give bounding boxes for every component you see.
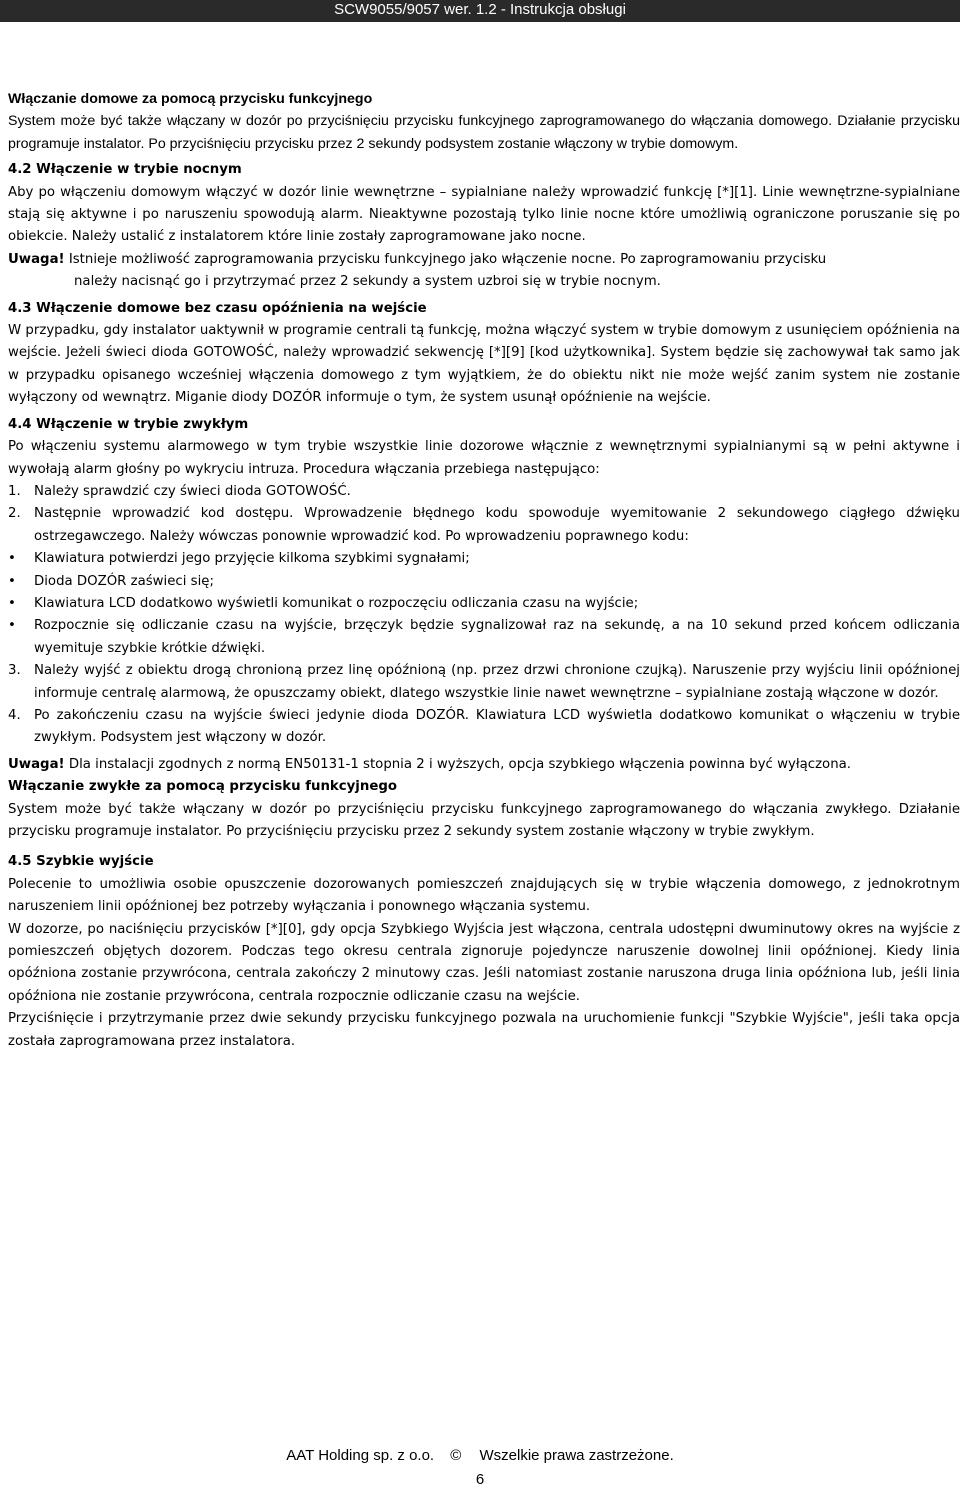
list-item bbox=[8, 481, 960, 503]
heading-away-mode: 4.4 Włączenie w trybie zwykłym bbox=[8, 416, 249, 432]
list-item-text: Należy sprawdzić czy świeci dioda GOTOWOŚĆ. bbox=[34, 483, 351, 499]
list-item bbox=[8, 503, 960, 548]
list-item-text: Następnie wprowadzić kod dostępu. Wprowadzenie błędnego kodu spowoduje wyemitowanie 2 sekundowego ciągłego dźwięku ostrzegawczego. Należy wówczas ponownie wprowadzić kod. Po wprowadzeniu poprawnego kodu: bbox=[34, 506, 960, 544]
paragraph-quick-exit-3: Przyciśnięcie i przytrzymanie przez dwie sekundy przycisku funkcyjnego pozwala na uruchomienie funkcji "Szybkie Wyjście", jeśli taka opcja została zaprogramowana przez instalatora. bbox=[8, 1011, 960, 1049]
list-marker: 4. bbox=[8, 707, 21, 723]
paragraph-home-no-delay: W przypadku, gdy instalator uaktywnił w programie centrali tą funkcję, można włączyć system w trybie domowym z usunięciem opóźnienia na wejście. Jeżeli świeci dioda GOTOWOŚĆ, należy wprowadzić sekwencję [*][9] [kod użytkownika]. System będzie się zachowywał tak samo jak w przypadku opisanego wcześniej włączenia domowego z tym wyjątkiem, że do obiektu nikt nie może wejść zanim system nie zostanie wyłączony od wewnątrz. Miganie diody DOZÓR informuje o tym, że system usunął opóźnienie na wejście. bbox=[8, 323, 960, 406]
warning-away-mode bbox=[8, 754, 960, 776]
header-title: SCW9055/9057 wer. 1.2 - Instrukcja obsługi bbox=[334, 1, 626, 18]
warning-label: Uwaga! bbox=[8, 251, 65, 267]
list-item bbox=[8, 660, 960, 705]
bullet-item bbox=[8, 548, 960, 570]
bullet-item bbox=[8, 615, 960, 660]
bullet-item bbox=[8, 571, 960, 593]
page-number: 6 bbox=[475, 1471, 485, 1488]
list-marker: 2. bbox=[8, 506, 21, 522]
away-steps-list bbox=[8, 481, 960, 750]
list-item bbox=[8, 705, 960, 750]
document-body bbox=[8, 88, 960, 1053]
bullet-item bbox=[8, 593, 960, 615]
heading-home-no-delay: 4.3 Włączenie domowe bez czasu opóźnienia na wejście bbox=[8, 300, 427, 316]
bullet-marker: • bbox=[8, 618, 16, 634]
footer-rights: Wszelkie prawa zastrzeżone. bbox=[479, 1447, 674, 1464]
page-footer bbox=[0, 1446, 960, 1490]
footer-company: AAT Holding sp. z o.o. bbox=[286, 1447, 435, 1464]
copyright-symbol: © bbox=[450, 1447, 462, 1464]
paragraph-away-arming-function-key: System może być także włączany w dozór po przyciśnięciu przycisku funkcyjnego zaprogramowanego do włączania zwykłego. Działanie przycisku programuje instalator. Po przyciśnięciu przycisku przez 2 sekundy system zostanie włączony w trybie zwykłym. bbox=[8, 801, 960, 839]
paragraph-home-arming-function-key: System może być także włączany w dozór po przyciśnięciu przycisku funkcyjnego zaprogramowanego do włączania domowego. Działanie przycisku programuje instalator. Po przyciśnięciu przycisku przez 2 sekundy podsystem zostanie włączony w trybie domowym. bbox=[8, 113, 960, 152]
list-marker: 1. bbox=[8, 483, 21, 499]
heading-home-arming-function-key: Włączanie domowe za pomocą przycisku funkcyjnego bbox=[8, 91, 373, 107]
warning-continuation: należy nacisnąć go i przytrzymać przez 2 sekundy a system uzbroi się w trybie nocnym. bbox=[74, 274, 661, 290]
bullet-marker: • bbox=[8, 551, 16, 567]
list-item-text: Po zakończeniu czasu na wyjście świeci jedynie dioda DOZÓR. Klawiatura LCD wyświetla dodatkowo komunikat o włączeniu w trybie zwykłym. Podsystem jest włączony w dozór. bbox=[34, 707, 960, 746]
warning-text: Dla instalacji zgodnych z normą EN50131-1 stopnia 2 i wyższych, opcja szybkiego włączenia powinna być wyłączona. bbox=[64, 756, 851, 772]
paragraph-away-mode: Po włączeniu systemu alarmowego w tym trybie wszystkie linie dozorowe włącznie z wewnętrznymi sypialnianymi są w pełni aktywne i wywołają alarm głośny po wykryciu intruza. Procedura włączania przebiega następująco: bbox=[8, 439, 960, 477]
paragraph-night-mode: Aby po włączeniu domowym włączyć w dozór linie wewnętrzne – sypialniane należy wprowadzić funkcję [*][1]. Linie wewnętrzne-sypialniane stają się aktywne i po naruszeniu spowodują alarm. Nieaktywne pozostają tylko linie nocne które umożliwią ograniczone poruszanie się po obiekcie. Należy ustalić z instalatorem które linie zostały zaprogramowane jako nocne. bbox=[8, 184, 960, 245]
bullet-item-text: Klawiatura LCD dodatkowo wyświetli komunikat o rozpoczęciu odliczania czasu na wyjście; bbox=[34, 595, 639, 611]
warning-text: Istnieje możliwość zaprogramowania przycisku funkcyjnego jako włączenie nocne. Po zaprogramowaniu przycisku bbox=[64, 251, 827, 267]
bullet-item-text: Rozpocznie się odliczanie czasu na wyjście, brzęczyk będzie sygnalizował raz na sekundę, a na 10 sekund przed końcem odliczania wyemituje szybkie krótkie dźwięki. bbox=[34, 618, 960, 656]
warning-label: Uwaga! bbox=[8, 756, 65, 772]
bullet-marker: • bbox=[8, 573, 16, 589]
section-night-mode bbox=[8, 159, 960, 1053]
bullet-marker: • bbox=[8, 595, 16, 611]
heading-away-arming-function-key: Włączanie zwykłe za pomocą przycisku funkcyjnego bbox=[8, 779, 398, 795]
bullet-item-text: Dioda DOZÓR zaświeci się; bbox=[34, 573, 214, 589]
paragraph-quick-exit-2: W dozorze, po naciśnięciu przycisków [*][0], gdy opcja Szybkiego Wyjścia jest włączona, centrala udostępni dwuminutowy okres na wyjście z pomieszczeń objętych dozorem. Podczas tego okresu centrala zignoruje pojedyncze naruszenie dowolnej linii opóźnionej. Kiedy linia opóźniona zostanie przywrócona, centrala zakończy 2 minutowy czas. Jeśli natomiast zostanie naruszona druga linia opóźniona lub, jeśli linia opóźniona nie zostanie przywrócona, centrala rozpocznie odliczanie czasu na wejście. bbox=[8, 921, 960, 1004]
bullet-item-text: Klawiatura potwierdzi jego przyjęcie kilkoma szybkimi sygnałami; bbox=[34, 551, 470, 567]
warning-night-mode bbox=[8, 249, 960, 271]
paragraph-quick-exit-1: Polecenie to umożliwia osobie opuszczenie dozorowanych pomieszczeń znajdujących się w trybie włączenia domowego, z jednokrotnym naruszeniem linii opóźnionej bez potrzeby wyłączania i ponownego włączania systemu. bbox=[8, 876, 960, 915]
heading-quick-exit: 4.5 Szybkie wyjście bbox=[8, 854, 154, 870]
list-marker: 3. bbox=[8, 663, 21, 679]
list-item-text: Należy wyjść z obiektu drogą chronioną przez linę opóźnioną (np. przez drzwi chronione czujką). Naruszenie przy wyjściu linii opóźnionej informuje centralę alarmową, że opuszczamy obiekt, dlatego wszystkie linie nawet wewnętrzne – sypialniane zostają włączone w dozór. bbox=[34, 663, 960, 701]
page-header bbox=[0, 0, 960, 22]
heading-night-mode: 4.2 Włączenie w trybie nocnym bbox=[8, 162, 242, 178]
